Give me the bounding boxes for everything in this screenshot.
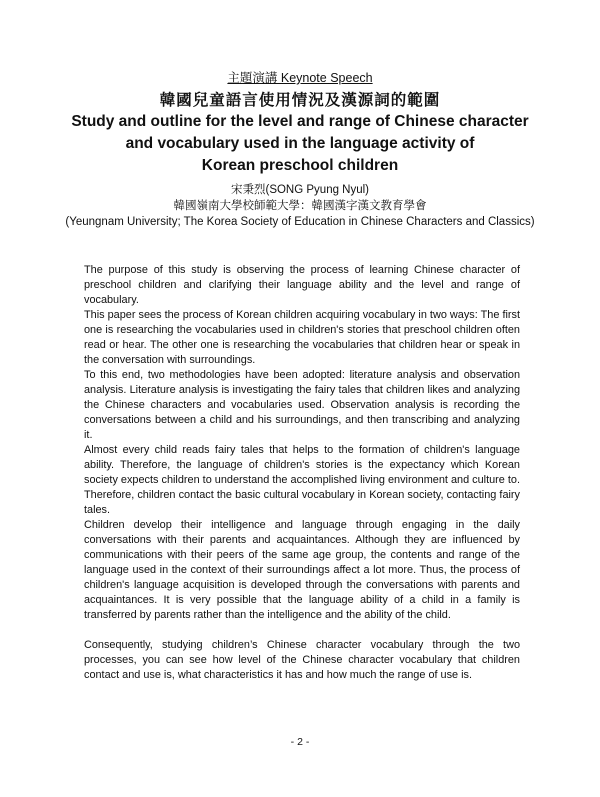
author-name: 宋秉烈(SONG Pyung Nyul) <box>230 184 370 196</box>
paper-header <box>0 70 600 177</box>
title-english-line-2: and vocabulary used in the language activity of <box>125 135 475 152</box>
abstract-paragraph-conversations: Children develop their intelligence and language through engaging in the daily conversations with their parents and acquaintances. Although they are influenced by communications with their peers of the same age group, the contents and range of the language used in the context of their surroundings affect a lot more. Thus, the process of children's language acquisition is developed through the conversations with parents and acquaintances. It is very possible that the language ability of a child in a family is transferred by parents rather than the intelligence and the ability of the child. <box>84 519 520 621</box>
title-english-line-3: Korean preschool children <box>201 157 399 174</box>
title-english-line-1: Study and outline for the level and range of Chinese character <box>71 113 529 130</box>
abstract-body <box>84 263 520 683</box>
author-affiliation-english: (Yeungnam University; The Korea Society of Education in Chinese Characters and Classics) <box>65 216 535 228</box>
page-number: - 2 - <box>290 736 310 748</box>
abstract-paragraph-fairy-tales: Almost every child reads fairy tales that helps to the formation of children's language ability. Therefore, the language of children's stories is the expectancy which Korean society expects children to understand the accomplished living environment and culture to. Therefore, children contact the basic cultural vocabulary in Korean society, contacting fairy tales. <box>84 444 520 516</box>
title-chinese: 韓國兒童語言使用情況及漢源詞的範圍 <box>159 90 441 109</box>
keynote-label: 主題演講 Keynote Speech <box>227 71 373 85</box>
abstract-paragraph-approach: This paper sees the process of Korean children acquiring vocabulary in two ways: The first one is researching the vocabularies used in children's stories that preschool children often read or hear. The other one is researching the vocabularies that children hear or speak in the conversation with surroundings. <box>84 309 520 366</box>
author-affiliation-chinese: 韓國嶺南大學校師範大學：韓國漢字漢文教育學會 <box>173 200 427 212</box>
abstract-paragraph-conclusion: Consequently, studying children’s Chinese character vocabulary through the two processes, you can see how level of the Chinese character vocabulary that children contact and use is, what characteristics it has and how much the range of use is. <box>84 639 520 681</box>
author-block <box>0 182 600 230</box>
abstract-paragraph-purpose: The purpose of this study is observing the process of learning Chinese character of preschool children and clarifying their language ability and the level and range of vocabulary. <box>84 264 520 306</box>
abstract-paragraph-methodology: To this end, two methodologies have been adopted: literature analysis and observation analysis. Literature analysis is investigating the fairy tales that children likes and analyzing the Chinese characters and vocabularies used. Observation analysis is recording the conversations between a child and his surroundings, and then transcribing and analyzing it. <box>84 369 520 441</box>
